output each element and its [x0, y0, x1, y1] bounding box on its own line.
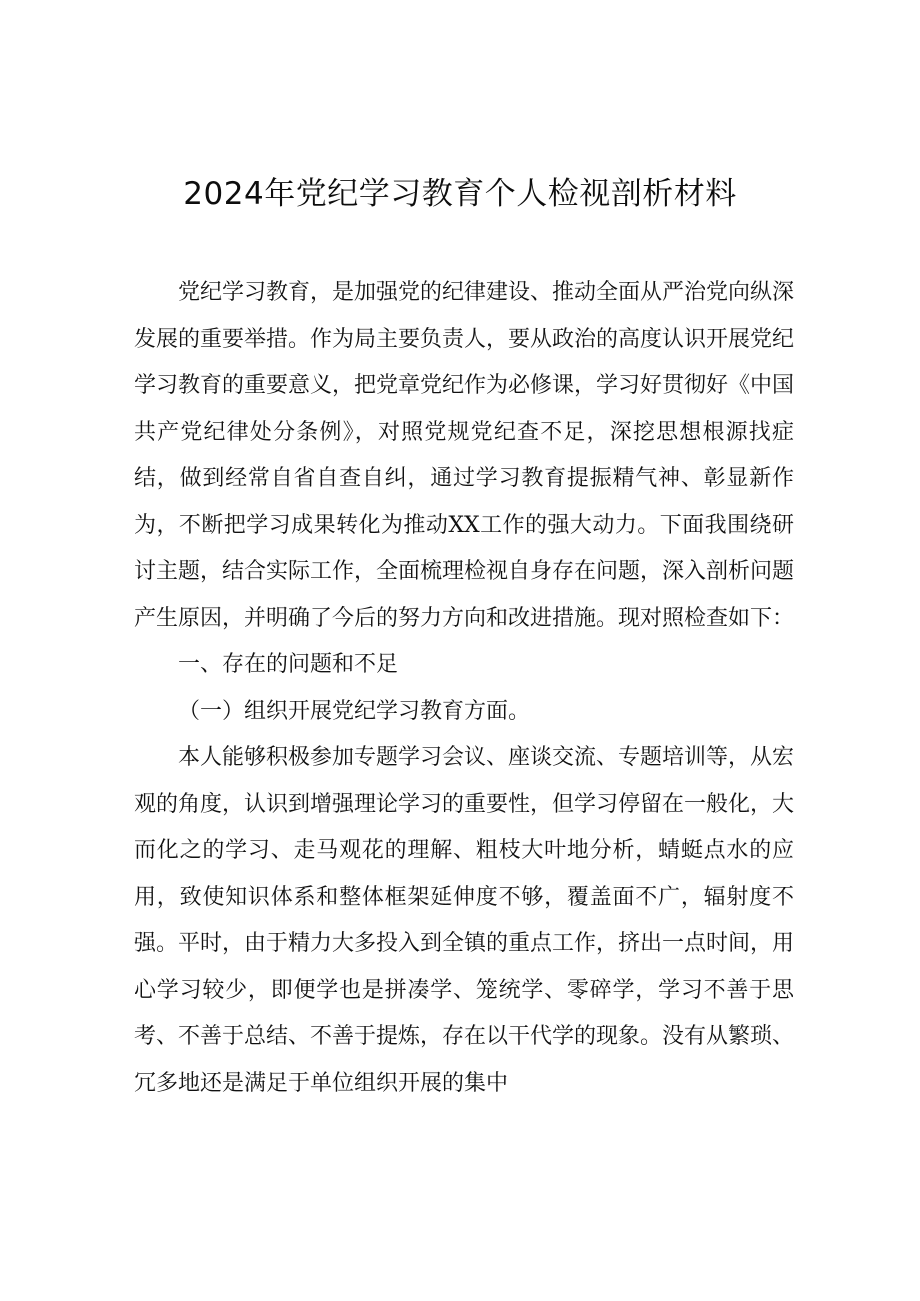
document-title: 2024年党纪学习教育个人检视剖析材料	[183, 176, 737, 212]
section-heading: 一、存在的问题和不足	[178, 652, 399, 677]
body-paragraph: 本人能够积极参加专题学习会议、座谈交流、专题培训等，从宏观的角度，认识到增强理论学习的重要性，但学习停留在一般化，大而化之的学习、走马观花的理解、粗枝大叶地分析，蜻蜓点水的应用，致使知识体系和整体框架延伸度不够，覆盖面不广，辐射度不强。平时，由于精力大多投入到全镇的重点工作，挤出一点时间，用心学习较少，即便学也是拼凑学、笼统学、零碎学，学习不善于思考、不善于总结、不善于提炼，存在以干代学的现象。没有从繁琐、冗多地还是满足于单位组织开展的集中	[134, 745, 795, 1096]
document-body	[134, 270, 794, 1107]
subsection-heading: （一）组织开展党纪学习教育方面。	[178, 698, 531, 724]
intro-paragraph: 党纪学习教育，是加强党的纪律建设、推动全面从严治党向纵深发展的重要举措。作为局主要负责人，要从政治的高度认识开展党纪学习教育的重要意义，把党章党纪作为必修课，学习好贯彻好《中国共产党纪律处分条例》，对照党规党纪查不足，深挖思想根源找症结，做到经常自省自查自纠，通过学习教育提振精气神、彰显新作为，不断把学习成果转化为推动XX工作的强大动力。下面我围绕研讨主题，结合实际工作，全面梳理检视自身存在问题，深入剖析问题产生原因，并明确了今后的努力方向和改进措施。现对照检查如下：	[134, 280, 795, 631]
